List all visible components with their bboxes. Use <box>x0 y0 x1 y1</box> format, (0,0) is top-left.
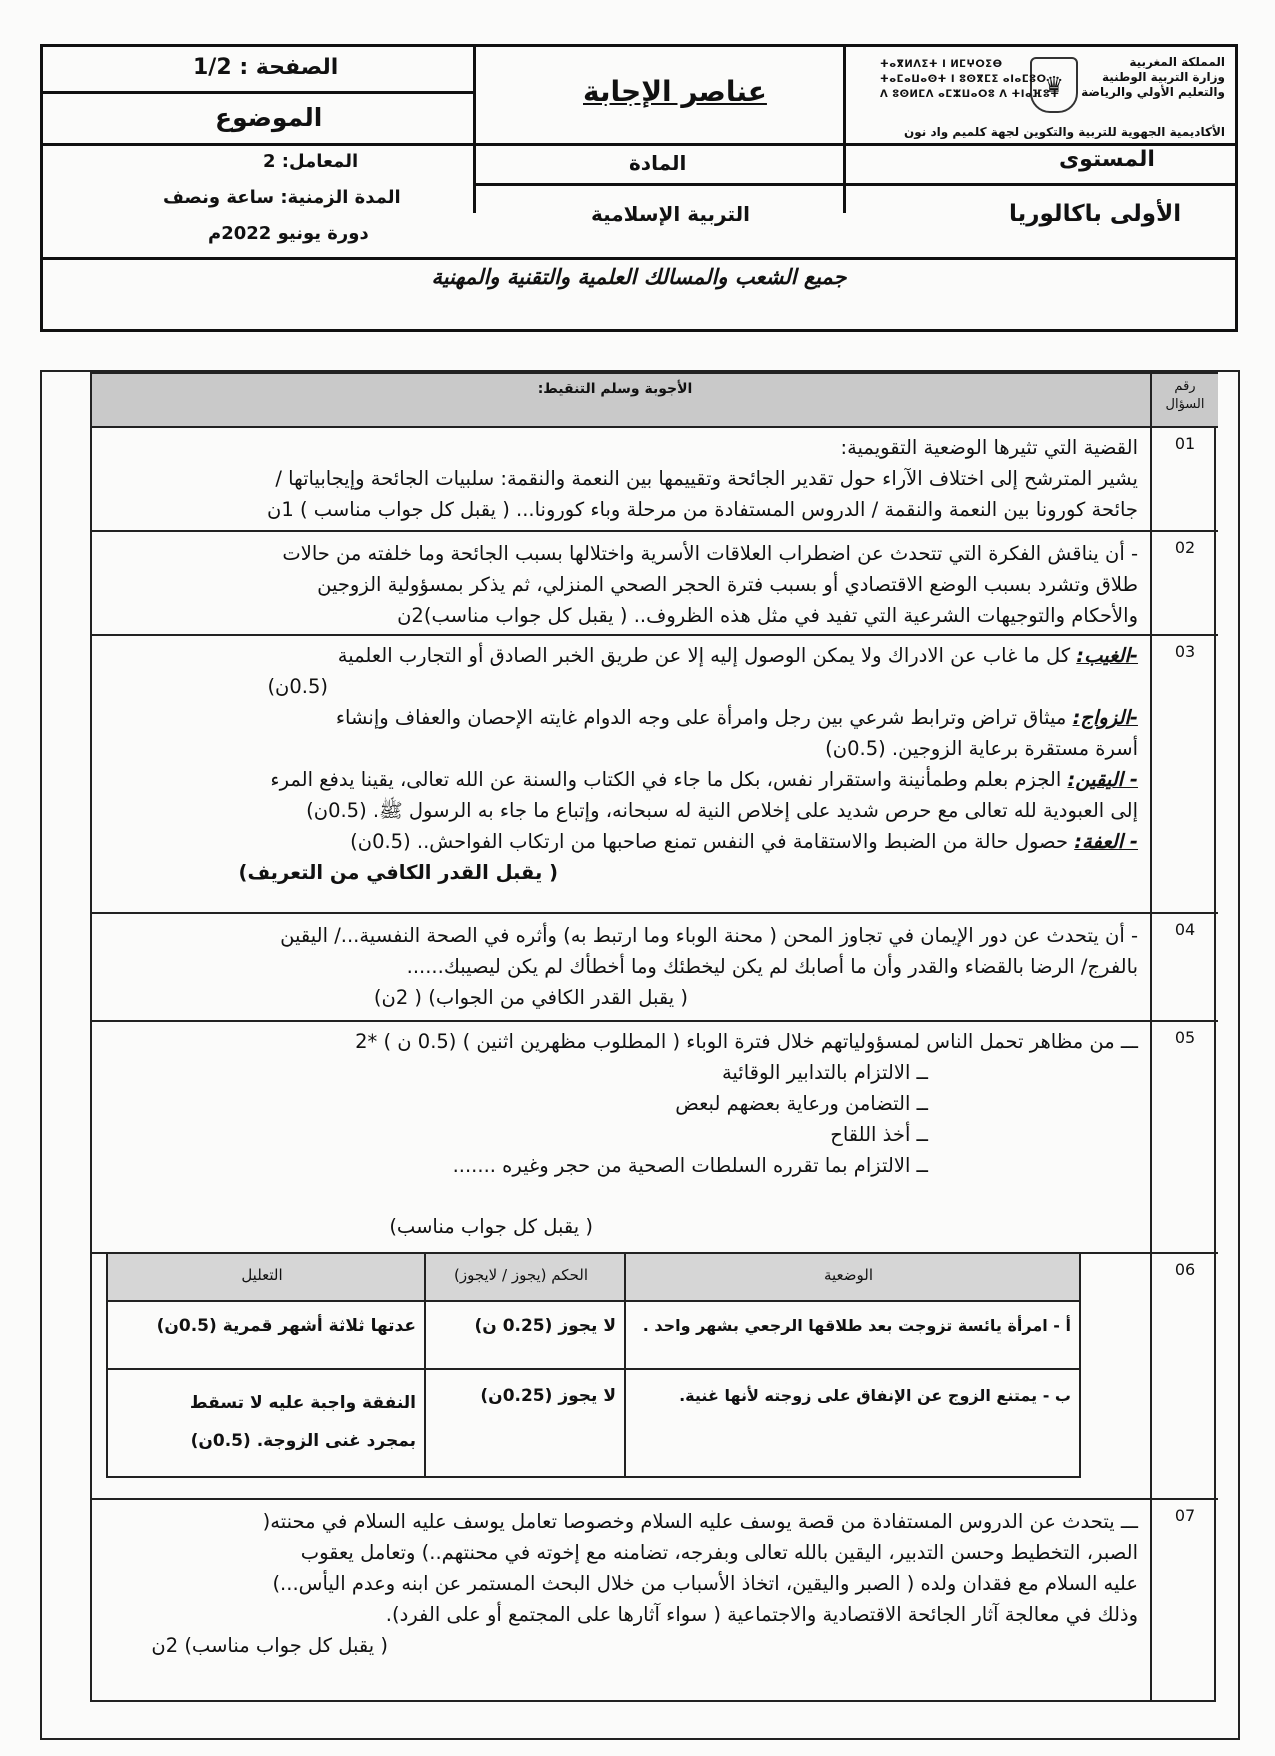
answer-03: -الغيب: كل ما غاب عن الادراك ولا يمكن الوصول إليه إلا عن طريق الخبر الصادق أو التجارب العلمية (0.5ن) -الزواج: ميثاق تراض وترابط شرعي بين رجل وامرأة على وجه الدوام غايته الإحصان والعفاف وإنشاء أسرة مستقرة برعاية الزوجين. (0.5ن) - اليقين: الجزم بعلم وطمأنينة واستقرار نفس، بكل ما جاء في الكتاب والسنة عن الله تعالى، يقينا يدفع المرء إلى العبودية لله تعالى مع حرص شديد على إخلاص النية له سبحانه، وإتباع ما جاء به الرسول ﷺ. (0.5ن) - العفة: حصول حالة من الضبط والاستقامة في النفس تمنع صاحبها من ارتكاب الفواحش.. (0.5ن) ( يقبل القدر الكافي من التعريف) <box>92 636 1142 888</box>
duration: المدة الزمنية: ساعة ونصف <box>163 187 401 208</box>
answer-07: ـــ يتحدث عن الدروس المستفادة من قصة يوسف عليه السلام وخصوصا تعامل يوسف عليه السلام في محنته( الصبر، التخطيط وحسن التدبير، اليقين بالله تعالى وبفرجه، تضامنه مع إخوته في محنتهم..) وتعامل يعقوب عليه السلام مع فقدان ولده ( الصبر واليقين، اتخاذ الأسباب من خلال البحث المستمر عن ابنه وعدم اليأس...) وذلك في معالجة آثار الجائحة الاقتصادية والاجتماعية ( سواء آثارها على المجتمع أو على الفرد). ( يقبل كل جواب مناسب) 2ن <box>151 1510 1138 1657</box>
divider <box>473 183 843 186</box>
question-number: 01 <box>1150 428 1218 530</box>
case-b: ب - يمتنع الزوج عن الإنفاق على زوجته لأنها غنية. <box>624 1370 1079 1476</box>
reason-a: عدتها ثلاثة أشهر قمرية (0.5ن) <box>108 1302 424 1370</box>
reason-b: النفقة واجبة عليه لا تسقط بمجرد غنى الزوجة. (0.5ن) <box>189 1393 416 1451</box>
question-row-04 <box>92 914 1218 1022</box>
level-value: الأولى باكالوريا <box>1009 201 1182 227</box>
session: دورة يونيو 2022م <box>208 223 369 244</box>
subject-value: التربية الإسلامية <box>591 202 751 226</box>
divider <box>843 47 846 213</box>
divider <box>43 91 473 94</box>
ministry-name-tifinagh: ⵜⴰⴳⵍⴷⵉⵜ ⵏ ⵍⵎⵖⵔⵉⴱ ⵜⴰⵎⴰⵡⴰⵙⵜ ⵏ ⵓⵙⴳⵎⵉ ⴰⵏⴰⵎⵓⵔ ⴷ ⵓⵙⵍⵎⴷ ⴰⵎⵣⵡⴰⵔⵓ ⴷ ⵜⵏⴰⴼⵓⵜ <box>880 59 1060 100</box>
term-zawaj: -الزواج: <box>1072 706 1138 729</box>
royal-emblem-icon: ♛ <box>1030 57 1078 113</box>
table-header-row <box>92 372 1218 428</box>
term-iffa: - العفة: <box>1074 830 1138 853</box>
divider <box>43 257 1235 260</box>
term-yaqin: - اليقين: <box>1067 768 1138 791</box>
term-ghayb: -الغيب: <box>1076 644 1138 667</box>
question-row-06 <box>92 1254 1218 1500</box>
question-row-01 <box>92 428 1218 532</box>
question-row-02 <box>92 532 1218 636</box>
divider <box>473 47 476 213</box>
page-number: الصفحة : 1/2 <box>193 55 339 80</box>
subject-label: المادة <box>629 151 687 175</box>
academy-name: الأكاديمية الجهوية للتربية والتكوين لجهة كلميم واد نون <box>904 125 1225 139</box>
question-row-03 <box>92 636 1218 914</box>
ministry-logo-block <box>880 53 1225 149</box>
question-row-07 <box>92 1500 1218 1700</box>
answers-title: عناصر الإجابة <box>583 75 767 108</box>
question-number: 06 <box>1150 1254 1218 1498</box>
col-reason: التعليل <box>108 1254 424 1302</box>
divider <box>843 183 1235 186</box>
ruling-a: لا يجوز (0.25 ن) <box>424 1302 624 1370</box>
question-number-header: رقم السؤال <box>1150 374 1218 426</box>
topic-label: الموضوع <box>215 103 323 132</box>
col-ruling: الحكم (يجوز / لايجوز) <box>424 1254 624 1302</box>
case-a: أ - امرأة يائسة تزوجت بعد طلاقها الرجعي بشهر واحد . <box>624 1302 1079 1370</box>
answer-01: القضية التي تثيرها الوضعية التقويمية: يشير المترشح إلى اختلاف الآراء حول تقدير الجائحة وتقييمها بين النعمة والنقمة: سلبيات الجائحة وإيجابياتها / جائحة كورونا بين النعمة والنقمة / الدروس المستفادة من مرحلة وباء كورونا... ( يقبل كل جواب مناسب ) 1ن <box>267 436 1138 521</box>
question-number: 07 <box>1150 1500 1218 1700</box>
question-row-05 <box>92 1022 1218 1254</box>
answers-frame <box>40 370 1240 1740</box>
ruling-b: لا يجوز (0.25ن) <box>424 1370 624 1476</box>
question-number: 02 <box>1150 532 1218 634</box>
question-number: 05 <box>1150 1022 1218 1252</box>
answers-header: الأجوبة وسلم التنقيط: <box>537 381 693 397</box>
answer-05: ـــ من مظاهر تحمل الناس لمسؤولياتهم خلال فترة الوباء ( المطلوب مظهرين اثنين ) (0.5 ن ) *2 ــ الالتزام بالتدابير الوقائية ــ التضامن ورعاية بعضهم لبعض ــ أخذ اللقاح ــ الالتزام بما تقرره السلطات الصحية من حجر وغيره ....... ( يقبل كل جواب مناسب) <box>355 1030 1138 1238</box>
ministry-name: المملكة المغربية وزارة التربية الوطنية والتعليم الأولي والرياضة <box>1081 55 1225 99</box>
streams: جميع الشعب والمسالك العلمية والتقنية والمهنية <box>431 265 847 289</box>
answer-04: - أن يتحدث عن دور الإيمان في تجاوز المحن ( محنة الوباء وما ارتبط به) وأثره في الصحة النفسية.../ اليقين بالفرج/ الرضا بالقضاء والقدر وأن ما أصابك لم يكن ليخطئك وما أخطأك لم يكن ليصيبك...... ( يقبل القدر الكافي من الجواب) ( 2ن) <box>280 924 1138 1009</box>
rulings-table <box>106 1252 1081 1478</box>
answers-table <box>90 372 1216 1702</box>
answer-02: - أن يناقش الفكرة التي تتحدث عن اضطراب العلاقات الأسرية واختلالها بسبب الجائحة وما خلفته من حالات طلاق وتشرد بسبب الوضع الاقتصادي أو بسبب فترة الحجر الصحي المنزلي، ثم يذكر بمسؤولية الزوجين والأحكام والتوجيهات الشرعية التي تفيد في مثل هذه الظروف.. ( يقبل كل جواب مناسب)2ن <box>282 542 1138 627</box>
col-case: الوضعية <box>624 1254 1079 1302</box>
definition-note: ( يقبل القدر الكافي من التعريف) <box>238 861 558 884</box>
question-number: 04 <box>1150 914 1218 1020</box>
coefficient: المعامل: 2 <box>263 151 359 172</box>
question-number: 03 <box>1150 636 1218 912</box>
exam-header <box>40 44 1238 332</box>
level-label: المستوى <box>1059 147 1155 172</box>
